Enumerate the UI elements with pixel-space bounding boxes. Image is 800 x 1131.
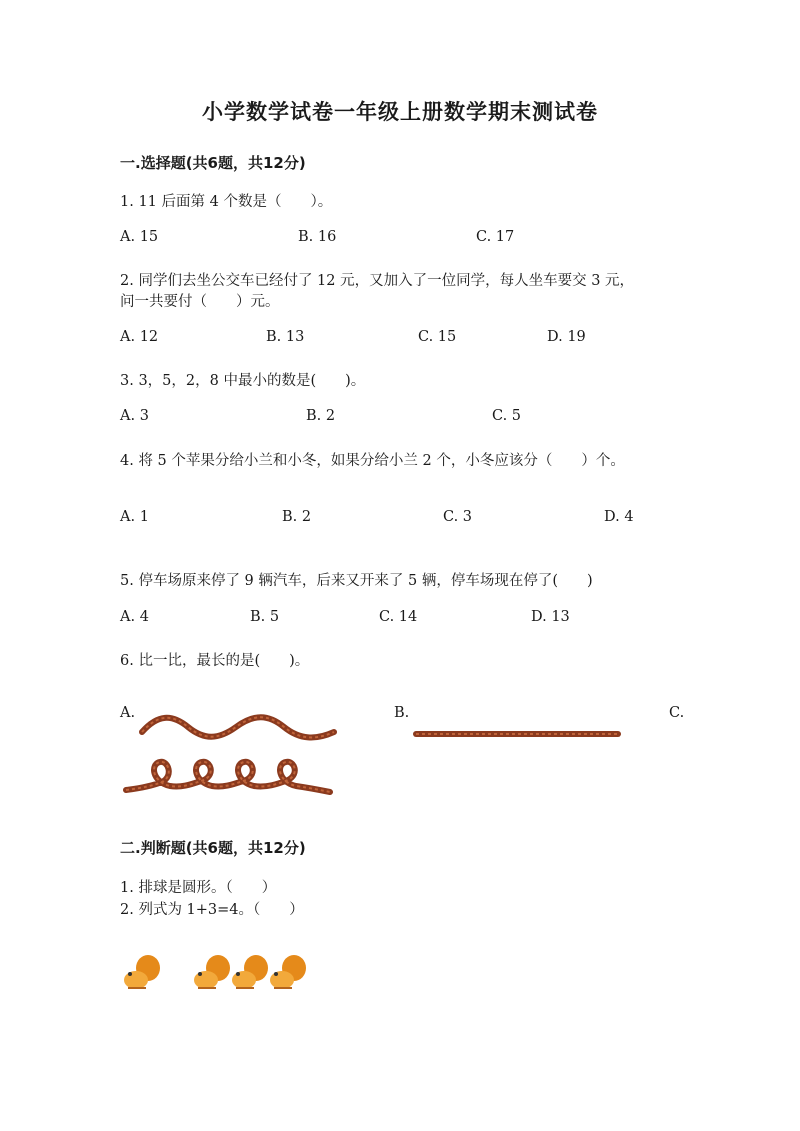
q1-option-a: A. 15 bbox=[120, 229, 159, 245]
squirrels-image bbox=[120, 952, 310, 994]
question-1: 1. 11 后面第 4 个数是（ ）。 bbox=[120, 194, 333, 210]
squirrel-icon bbox=[270, 955, 306, 989]
q6-option-c: C. bbox=[669, 705, 685, 721]
q6-option-b: B. bbox=[394, 705, 410, 721]
judgement-question-1: 1. 排球是圆形。（ ） bbox=[120, 880, 277, 896]
q5-option-c: C. 14 bbox=[379, 609, 418, 625]
page-title: 小学数学试卷一年级上册数学期末测试卷 bbox=[202, 100, 598, 124]
question-2-line-2: 问一共要付（ ）元。 bbox=[120, 294, 280, 310]
question-4: 4. 将 5 个苹果分给小兰和小冬，如果分给小兰 2 个，小冬应该分（ ）个。 bbox=[120, 453, 625, 469]
question-6: 6. 比一比，最长的是( )。 bbox=[120, 653, 310, 669]
q2-option-a: A. 12 bbox=[120, 329, 159, 345]
q5-option-b: B. 5 bbox=[250, 609, 280, 625]
section-heading-judgement: 二.判断题(共6题，共12分) bbox=[120, 839, 306, 857]
q4-option-d: D. 4 bbox=[604, 509, 634, 525]
q3-option-c: C. 5 bbox=[492, 408, 522, 424]
q4-option-b: B. 2 bbox=[282, 509, 312, 525]
straight-rope-image bbox=[412, 726, 622, 742]
q3-option-b: B. 2 bbox=[306, 408, 336, 424]
question-5: 5. 停车场原来停了 9 辆汽车，后来又开来了 5 辆，停车场现在停了( ) bbox=[120, 573, 593, 589]
q1-option-b: B. 16 bbox=[298, 229, 337, 245]
q4-option-c: C. 3 bbox=[443, 509, 473, 525]
question-3: 3. 3，5，2，8 中最小的数是( )。 bbox=[120, 373, 366, 389]
q3-option-a: A. 3 bbox=[120, 408, 149, 424]
wavy-rope-image bbox=[138, 712, 338, 742]
question-2-line-1: 2. 同学们去坐公交车已经付了 12 元，又加入了一位同学，每人坐车要交 3 元， bbox=[120, 273, 635, 289]
squirrel-icon bbox=[232, 955, 268, 989]
judgement-question-2: 2. 列式为 1+3=4。（ ） bbox=[120, 902, 304, 918]
q5-option-d: D. 13 bbox=[531, 609, 570, 625]
squirrel-icon bbox=[124, 955, 160, 989]
q1-option-c: C. 17 bbox=[476, 229, 515, 245]
squirrel-icon bbox=[194, 955, 230, 989]
q5-option-a: A. 4 bbox=[120, 609, 149, 625]
q6-option-a: A. bbox=[120, 705, 136, 721]
q2-option-d: D. 19 bbox=[547, 329, 586, 345]
q2-option-c: C. 15 bbox=[418, 329, 457, 345]
section-heading-choice: 一.选择题(共6题，共12分) bbox=[120, 154, 306, 172]
q2-option-b: B. 13 bbox=[266, 329, 305, 345]
knotted-rope-image bbox=[122, 756, 334, 800]
q4-option-a: A. 1 bbox=[120, 509, 149, 525]
